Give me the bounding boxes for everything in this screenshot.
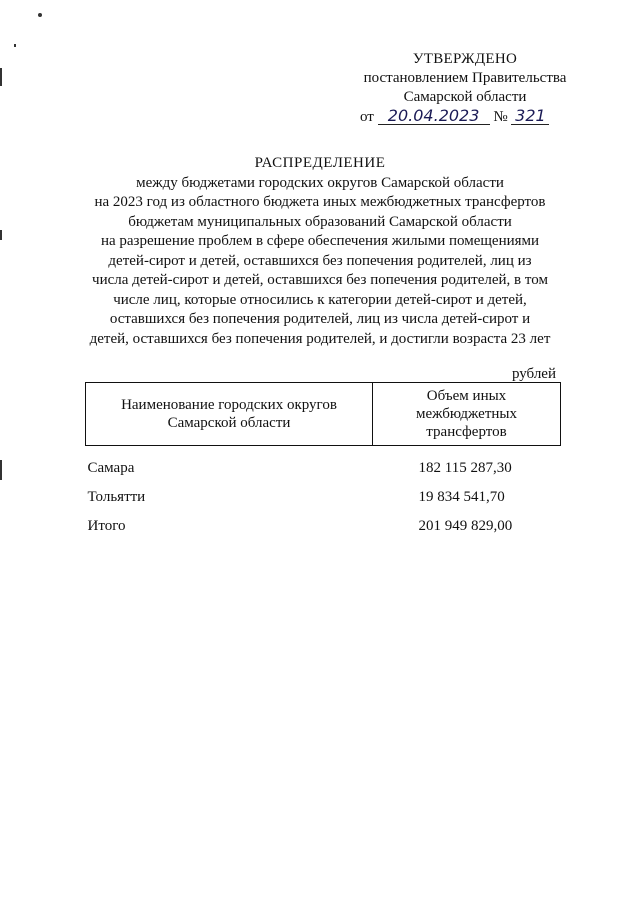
title-line: между бюджетами городских округов Самарской области	[136, 174, 504, 191]
column-header-value: Объем иных межбюджетных трансфертов	[373, 383, 561, 446]
approval-heading: УТВЕРЖДЕНО	[412, 51, 518, 67]
title-line: на разрешение проблем в сфере обеспечения жилыми помещениями	[100, 233, 540, 249]
table-row	[86, 446, 561, 484]
handwritten-number: 321	[511, 107, 549, 125]
title-line: детей, оставшихся без попечения родителей, и достигли возраста 23 лет	[89, 330, 551, 347]
approval-date-line	[340, 107, 590, 127]
document-title	[80, 154, 560, 349]
row-name: Тольятти	[87, 489, 146, 505]
title-line: числа детей-сирот и детей, оставшихся без попечения родителей, в том	[92, 272, 548, 288]
title-heading: РАСПРЕДЕЛЕНИЕ	[254, 155, 386, 171]
scan-mark	[14, 44, 16, 47]
title-line: на 2023 год из областного бюджета иных межбюджетных трансфертов	[94, 194, 546, 210]
title-line: бюджетам муниципальных образований Самарской области	[128, 213, 512, 230]
table-row	[86, 483, 561, 512]
row-name: Самара	[87, 460, 135, 476]
handwritten-date: 20.04.2023	[378, 107, 490, 125]
title-line: оставшихся без попечения родителей, лиц из числа детей-сирот и	[109, 311, 531, 327]
number-prefix: №	[493, 109, 508, 125]
table-header-row	[86, 383, 561, 446]
approval-line: Самарской области	[403, 89, 527, 105]
title-line: числе лиц, которые относились к категории детей-сирот и детей,	[113, 291, 527, 308]
scan-mark	[38, 13, 42, 17]
distribution-table	[85, 382, 561, 541]
row-value: 182 115 287,30	[418, 460, 512, 476]
approval-block	[340, 50, 590, 127]
row-value: 201 949 829,00	[418, 518, 513, 534]
scan-mark	[0, 230, 2, 240]
scan-mark	[0, 68, 2, 86]
approval-line: постановлением Правительства	[363, 70, 567, 86]
title-line: детей-сирот и детей, оставшихся без попечения родителей, лиц из	[108, 252, 532, 269]
row-value: 19 834 541,70	[418, 489, 505, 505]
date-prefix: от	[360, 109, 374, 125]
row-name: Итого	[87, 518, 126, 534]
units-label: рублей	[511, 366, 556, 382]
column-header-name: Наименование городских округов Самарской области	[86, 383, 373, 446]
table-row	[86, 512, 561, 541]
scan-mark	[0, 460, 2, 480]
